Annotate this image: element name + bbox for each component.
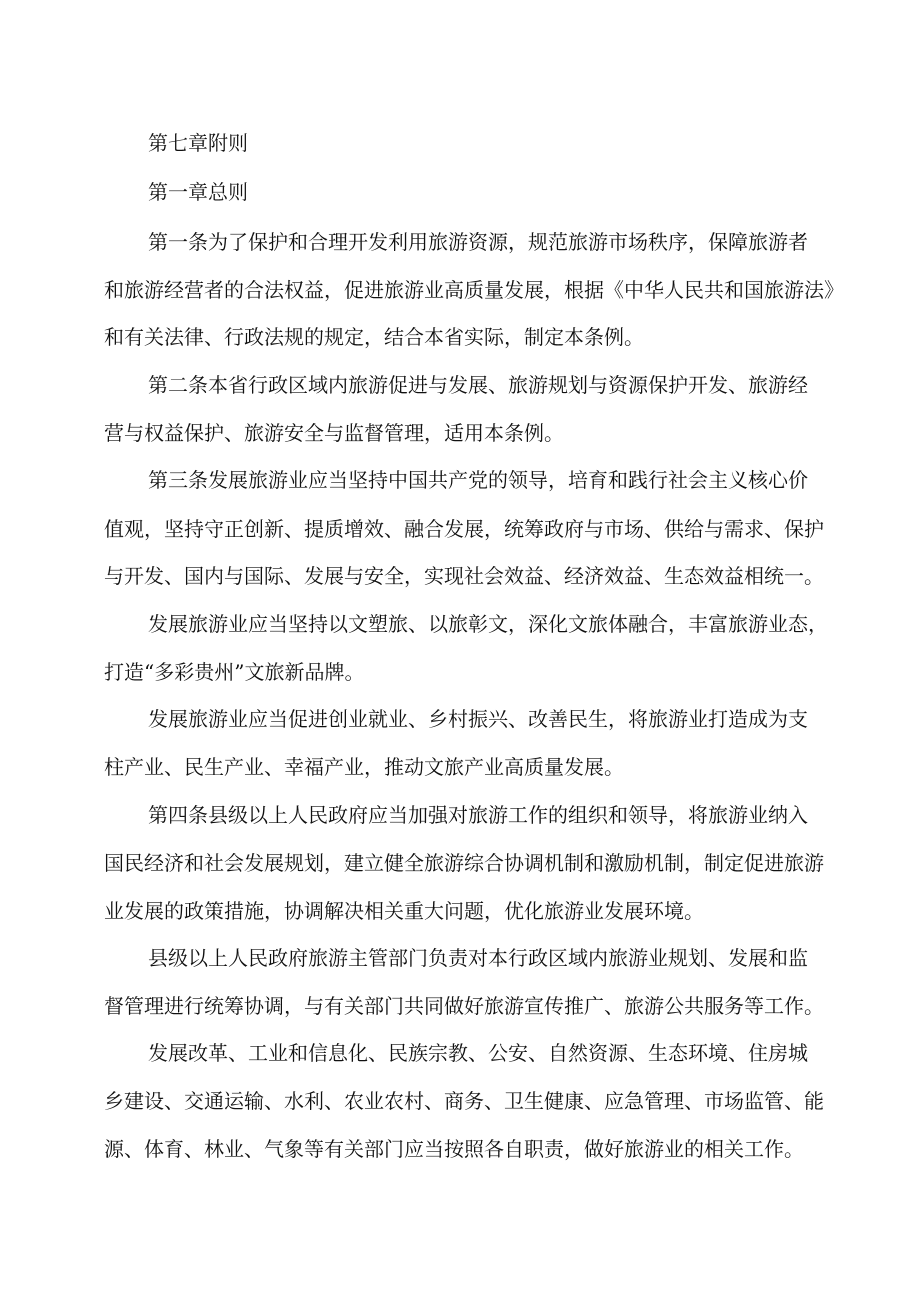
paragraph-line: 第二条本省行政区域内旅游促进与发展、旅游规划与资源保护开发、旅游经	[148, 373, 808, 397]
paragraph-line: 乡建设、交通运输、水利、农业农村、商务、卫生健康、应急管理、市场监管、能	[104, 1089, 824, 1113]
paragraph-line: 营与权益保护、旅游安全与监督管理，适用本条例。	[104, 421, 564, 445]
paragraph-line: 第三条发展旅游业应当坚持中国共产党的领导，培育和践行社会主义核心价	[148, 468, 808, 492]
paragraph-line: 业发展的政策措施，协调解决相关重大问题，优化旅游业发展环境。	[104, 899, 704, 923]
paragraph-line: 发展改革、工业和信息化、民族宗教、公安、自然资源、生态环境、住房城	[148, 1041, 808, 1065]
heading-appendix: 第七章附则	[148, 131, 248, 155]
paragraph-line: 第四条县级以上人民政府应当加强对旅游工作的组织和领导，将旅游业纳入	[148, 803, 808, 827]
paragraph-line: 值观，坚持守正创新、提质增效、融合发展，统筹政府与市场、供给与需求、保护	[104, 517, 824, 541]
heading-general: 第一章总则	[148, 180, 248, 204]
paragraph-line: 打造“多彩贵州”文旅新品牌。	[104, 660, 365, 684]
paragraph-line: 第一条为了保护和合理开发利用旅游资源，规范旅游市场秩序，保障旅游者	[148, 230, 808, 254]
paragraph-line: 发展旅游业应当促进创业就业、乡村振兴、改善民生，将旅游业打造成为支	[148, 707, 808, 731]
paragraph-line: 县级以上人民政府旅游主管部门负责对本行政区域内旅游业规划、发展和监	[148, 946, 808, 970]
paragraph-line: 源、体育、林业、气象等有关部门应当按照各自职责，做好旅游业的相关工作。	[104, 1137, 804, 1161]
paragraph-line: 柱产业、民生产业、幸福产业，推动文旅产业高质量发展。	[104, 755, 624, 779]
paragraph-line: 国民经济和社会发展规划，建立健全旅游综合协调机制和激励机制，制定促进旅游	[104, 851, 824, 875]
paragraph-line: 督管理进行统筹协调，与有关部门共同做好旅游宣传推广、旅游公共服务等工作。	[104, 994, 824, 1018]
paragraph-line: 发展旅游业应当坚持以文塑旅、以旅彰文，深化文旅体融合，丰富旅游业态，	[148, 612, 828, 636]
paragraph-line: 和有关法律、行政法规的规定，结合本省实际，制定本条例。	[104, 325, 644, 349]
paragraph-line: 和旅游经营者的合法权益，促进旅游业高质量发展，根据《中华人民共和国旅游法》	[104, 278, 844, 302]
paragraph-line: 与开发、国内与国际、发展与安全，实现社会效益、经济效益、生态效益相统一。	[104, 564, 824, 588]
